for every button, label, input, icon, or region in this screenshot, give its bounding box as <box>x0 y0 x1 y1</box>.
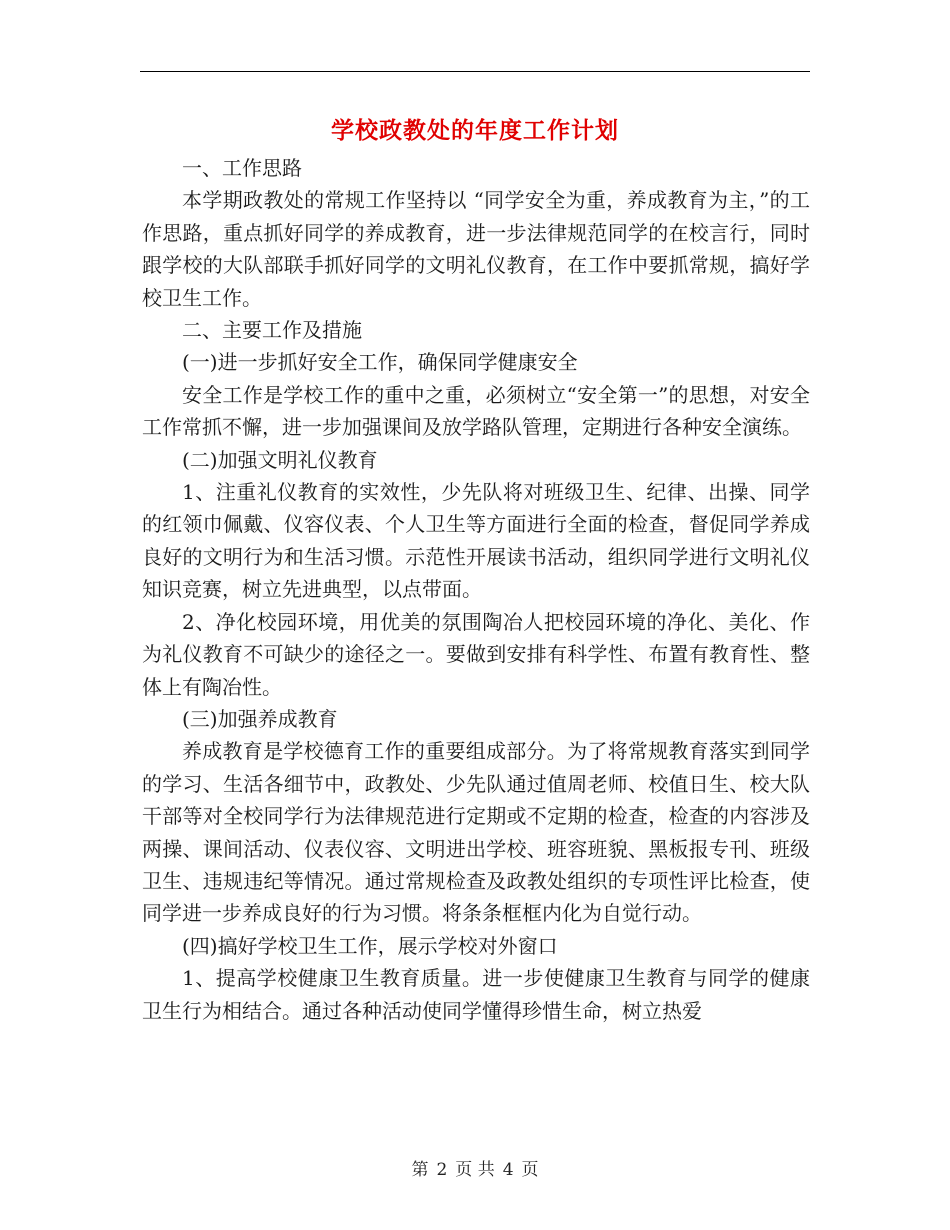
paragraph: 2、净化校园环境，用优美的氛围陶冶人把校园环境的净化、美化、作为礼仪教育不可缺少的途径之一。要做到安排有科学性、布置有教育性、整体上有陶冶性。 <box>142 609 810 699</box>
paragraph: 1、提高学校健康卫生教育质量。进一步使健康卫生教育与同学的健康卫生行为相结合。通过各种活动使同学懂得珍惜生命，树立热爱 <box>142 966 810 1023</box>
footer-page-number: 2 <box>436 1160 448 1180</box>
page-footer <box>0 1155 950 1180</box>
subsection-heading-2: (二)加强文明礼仪教育 <box>182 447 378 472</box>
document-body <box>142 152 810 1027</box>
footer-page-suffix: 页 <box>521 1160 539 1180</box>
paragraph: 安全工作是学校工作的重中之重，必须树立“安全第一”的思想，对安全工作常抓不懈，进一步加强课间及放学路队管理，定期进行各种安全演练。 <box>142 382 810 440</box>
subsection-heading-3: (三)加强养成教育 <box>182 706 338 731</box>
subsection-heading-1: (一)进一步抓好安全工作，确保同学健康安全 <box>182 350 578 375</box>
section-heading-2: 二、主要工作及措施 <box>182 318 362 343</box>
footer-page-of-label: 页 共 <box>455 1160 495 1180</box>
paragraph: 养成教育是学校德育工作的重要组成部分。为了将常规教育落实到同学的学习、生活各细节中，政教处、少先队通过值周老师、校值日生、校大队干部等对全校同学行为法律规范进行定期或不定期的检查，检查的内容涉及两操、课间活动、仪表仪容、文明进出学校、班容班貌、黑板报专刊、班级卫生、违规违纪等情况。通过常规检查及政教处组织的专项性评比检查，使同学进一步养成良好的行为习惯。将条条框框内化为自觉行动。 <box>142 739 810 926</box>
document-title: 学校政教处的年度工作计划 <box>331 117 619 144</box>
section-heading-1: 一、工作思路 <box>182 156 302 180</box>
header-rule <box>140 71 810 72</box>
paragraph: 1、注重礼仪教育的实效性，少先队将对班级卫生、纪律、出操、同学的红领巾佩戴、仪容仪表、个人卫生等方面进行全面的检查，督促同学养成良好的文明行为和生活习惯。示范性开展读书活动，组织同学进行文明礼仪知识竞赛，树立先进典型，以点带面。 <box>142 480 810 602</box>
footer-page-total: 4 <box>502 1160 514 1180</box>
footer-page-label: 第 <box>411 1160 429 1180</box>
subsection-heading-4: (四)搞好学校卫生工作，展示学校对外窗口 <box>182 933 558 958</box>
paragraph: 本学期政教处的常规工作坚持以 “同学安全为重，养成教育为主，”的工作思路，重点抓好同学的养成教育，进一步法律规范同学的在校言行，同时跟学校的大队部联手抓好同学的文明礼仪教育，在工作中要抓常规，搞好学校卫生工作。 <box>142 188 810 310</box>
